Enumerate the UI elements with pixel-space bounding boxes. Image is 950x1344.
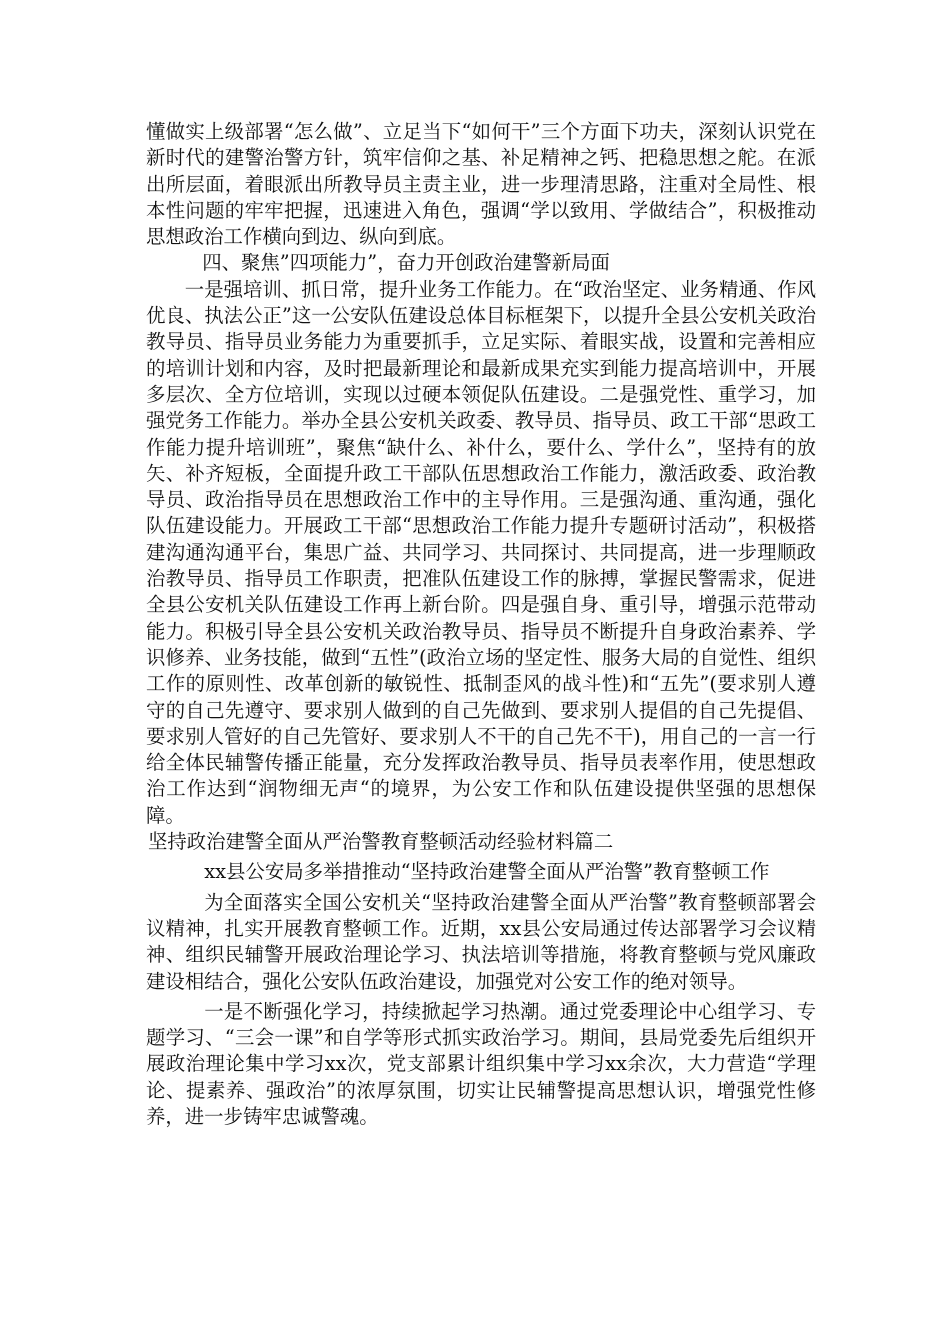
article-subtitle: xx县公安局多举措推动“坚持政治建警全面从严治警”教育整顿工作: [204, 860, 770, 884]
section-paragraph: 一是强培训、抓日常，提升业务工作能力。在“政治坚定、业务精通、作风优良、执法公正”这一公安队伍建设总体目标框架下，以提升全县公安机关政治教导员、指导员业务能力为重要抓手，立足实际、着眼实战，设置和完善相应的培训计划和内容，及时把最新理论和最新成果充实到能力提高培训中，开展多层次、全方位培训，实现以过硬本领促队伍建设。二是强党性、重学习，加强党务工作能力。举办全县公安机关政委、教导员、指导员、政工干部“思政工作能力提升培训班”，聚焦“缺什么、补什么，要什么、学什么”，坚持有的放矢、补齐短板，全面提升政工干部队伍思想政治工作能力，激活政委、政治教导员、政治指导员在思想政治工作中的主导作用。三是强沟通、重沟通，强化队伍建设能力。开展政工干部“思想政治工作能力提升专题研讨活动”，积极搭建沟通沟通平台，集思广益、共同学习、共同探讨、共同提高，进一步理顺政治教导员、指导员工作职责，把准队伍建设工作的脉搏，掌握民警需求，促进全县公安机关队伍建设工作再上新台阶。四是强自身、重引导，增强示范带动能力。积极引导全县公安机关政治教导员、指导员不断提升自身政治素养、学识修养、业务技能，做到“五性”(政治立场的坚定性、服务大局的自觉性、组织工作的原则性、改革创新的敏锐性、抵制歪风的战斗性)和“五先”(要求别人遵守的自己先遵守、要求别人做到的自己先做到、要求别人提倡的自己先提倡、要求别人管好的自己先管好、要求别人不干的自己先不干)，用自己的一言一行给全体民辅警传播正能量，充分发挥政治教导员、指导员表率作用，使思想政治工作达到“润物细无声“的境界，为公安工作和队伍建设提供坚强的思想保障。: [146, 277, 816, 827]
intro-paragraph: 为全面落实全国公安机关“坚持政治建警全面从严治警”教育整顿部署会议精神，扎实开展教育整顿工作。近期，xx县公安局通过传达部署学习会议精神、组织民辅警开展政治理论学习、执法培训等措施，将教育整顿与党风廉政建设相结合，强化公安队伍政治建设，加强党对公安工作的绝对领导。: [146, 890, 816, 993]
point-one-paragraph: 一是不断强化学习，持续掀起学习热潮。通过党委理论中心组学习、专题学习、“三会一课”和自学等形式抓实政治学习。期间，县局党委先后组织开展政治理论集中学习xx次，党支部累计组织集中学习xx余次，大力营造“学理论、提素养、强政治”的浓厚氛围，切实让民辅警提高思想认识，增强党性修养，进一步铸牢忠诚警魂。: [146, 999, 816, 1128]
continuation-paragraph: 懂做实上级部署“怎么做”、立足当下“如何干”三个方面下功夫，深刻认识党在新时代的建警治警方针，筑牢信仰之基、补足精神之钙、把稳思想之舵。在派出所层面，着眼派出所教导员主责主业，进一步理清思路，注重对全局性、根本性问题的牢牢把握，迅速进入角色，强调“学以致用、学做结合”，积极推动思想政治工作横向到边、纵向到底。: [146, 120, 816, 249]
document-body: [146, 119, 816, 1130]
article-title: 坚持政治建警全面从严治警教育整顿活动经验材料篇二: [147, 830, 614, 854]
section-heading: 四、聚焦”四项能力”，奋力开创政治建警新局面: [202, 251, 610, 275]
